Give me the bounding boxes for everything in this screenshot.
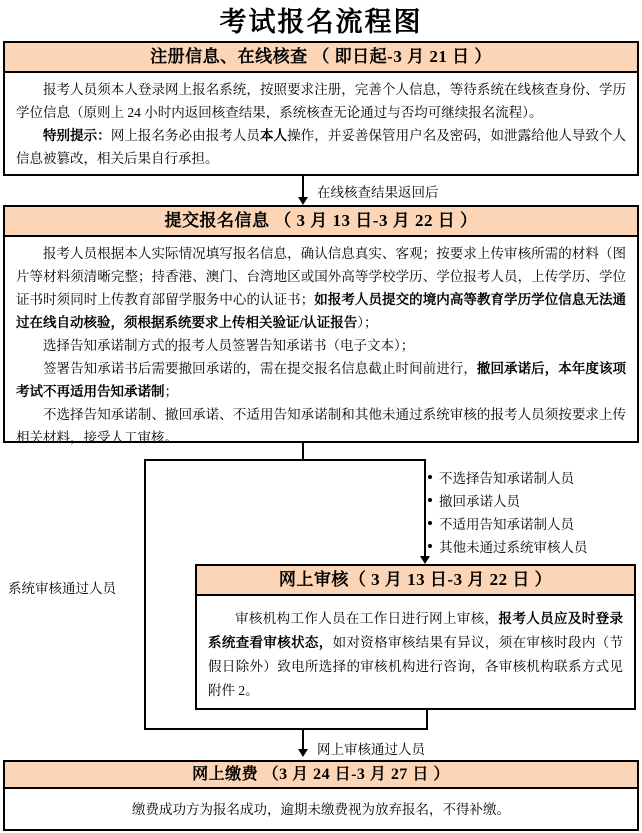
bullet-icon — [428, 475, 432, 479]
text-segment: ； — [164, 384, 178, 399]
payment-paragraph-1 — [16, 798, 626, 821]
stage-register — [3, 41, 639, 176]
edge-label-after-check: 在线核查结果返回后 — [317, 185, 439, 200]
text-segment: 网上报名务必由报考人员 — [110, 128, 260, 143]
page-title: 考试报名流程图 — [219, 7, 423, 37]
edge-label-review-pass: 网上审核通过人员 — [317, 742, 425, 757]
connector-line — [144, 459, 146, 730]
text-segment: 审核机构工作人员在工作日进行网上审核， — [235, 611, 499, 626]
edge-label-system-pass: 系统审核通过人员 — [8, 581, 116, 596]
connector-line — [424, 459, 426, 557]
text-segment: 不选择告知承诺制、撤回承诺、不适用告知承诺制和其他未通过系统审核的报考人员须按要求上传相关材料，接受人工审核。 — [16, 407, 626, 445]
text-segment: 报考人员应及时登录系统查看审核状态， — [208, 611, 624, 650]
connector-line — [144, 459, 426, 461]
text-segment: 如对资格审核结果有异议，须在审核时段内（节假日除外）致电所选择的审核机构进行咨询，各审核机构联系方式见附件 2。 — [208, 635, 624, 698]
text-segment: 报考人员须本人登录网上报名系统，按照要求注册，完善个人信息，等待系统在线核查身份、学历学位信息（原则上 24 小时内返回核查结果，系统核查无论通过与否均可继续报名流程）。 — [16, 82, 626, 120]
bullet-label: 其他未通过系统审核人员 — [439, 539, 588, 555]
text-segment: ）； — [357, 315, 378, 330]
submit-paragraph-3 — [16, 357, 626, 403]
text-segment: 签署告知承诺书后需要撤回承诺的，需在提交报名信息截止时间前进行， — [43, 361, 477, 376]
bullet-label: 不选择告知承诺制人员 — [439, 470, 574, 486]
bullet-icon — [428, 544, 432, 548]
connector-line — [302, 176, 304, 198]
branch-bullet-list — [428, 465, 588, 557]
bullet-item — [428, 465, 588, 488]
text-segment: 特别提示： — [43, 128, 111, 143]
stage-review — [195, 564, 636, 710]
bullet-icon — [428, 498, 432, 502]
submit-paragraph-4 — [16, 403, 626, 449]
text-segment: 如报考人员提交的境内高等教育学历学位信息无法通过在线自动核验，须根据系统要求上传相关验证/认证报告 — [16, 292, 627, 330]
arrow-down-icon — [298, 749, 308, 757]
stage-payment-header: 网上缴费 （3 月 24 日-3 月 27 日 ） — [5, 762, 637, 789]
text-segment: 操作，并妥善保管用户名及密码，如泄露给他人导致个人信息被篡改，相关后果自行承担。 — [16, 128, 627, 166]
arrow-down-icon — [420, 556, 430, 564]
text-segment: 报考人员根据本人实际情况填写报名信息，确认信息真实、客观；按要求上传审核所需的材料（图片等材料须清晰完整；持香港、澳门、台湾地区或国外高等学校学历、学位报考人员，上传学历、学位证书时须同时上传教育部留学服务中心的认证书； — [16, 246, 626, 307]
bullet-item — [428, 511, 588, 534]
stage-payment — [3, 760, 639, 831]
review-paragraph-1 — [208, 607, 623, 703]
connector-line — [302, 728, 304, 750]
bullet-label: 不适用告知承诺制人员 — [439, 516, 574, 532]
arrow-down-icon — [298, 197, 308, 205]
text-segment: 本人 — [259, 128, 288, 143]
submit-paragraph-2 — [16, 334, 626, 357]
bullet-item — [428, 534, 588, 557]
text-segment: 缴费成功方为报名成功，逾期未缴费视为放弃报名，不得补缴。 — [132, 802, 510, 817]
stage-payment-body — [5, 789, 637, 821]
connector-line — [144, 728, 428, 730]
register-paragraph-1 — [16, 78, 626, 124]
stage-review-header: 网上审核（ 3 月 13 日-3 月 22 日 ） — [197, 566, 634, 596]
bullet-label: 撤回承诺人员 — [439, 493, 520, 509]
submit-paragraph-1 — [16, 242, 626, 334]
bullet-item — [428, 488, 588, 511]
stage-review-body — [197, 596, 634, 703]
stage-submit — [3, 205, 639, 443]
stage-register-header: 注册信息、在线核查 （ 即日起-3 月 21 日 ） — [5, 43, 637, 73]
stage-register-body — [5, 73, 637, 170]
register-paragraph-2 — [16, 124, 626, 170]
bullet-icon — [428, 521, 432, 525]
stage-submit-header: 提交报名信息 （ 3 月 13 日-3 月 22 日 ） — [5, 207, 637, 237]
text-segment: 撤回承诺后，本年度该项考试不再适用告知承诺制 — [16, 361, 627, 399]
text-segment: 选择告知承诺制方式的报考人员签署告知承诺书（电子文本）； — [43, 338, 415, 353]
connector-line — [426, 710, 428, 730]
stage-submit-body — [5, 237, 637, 449]
